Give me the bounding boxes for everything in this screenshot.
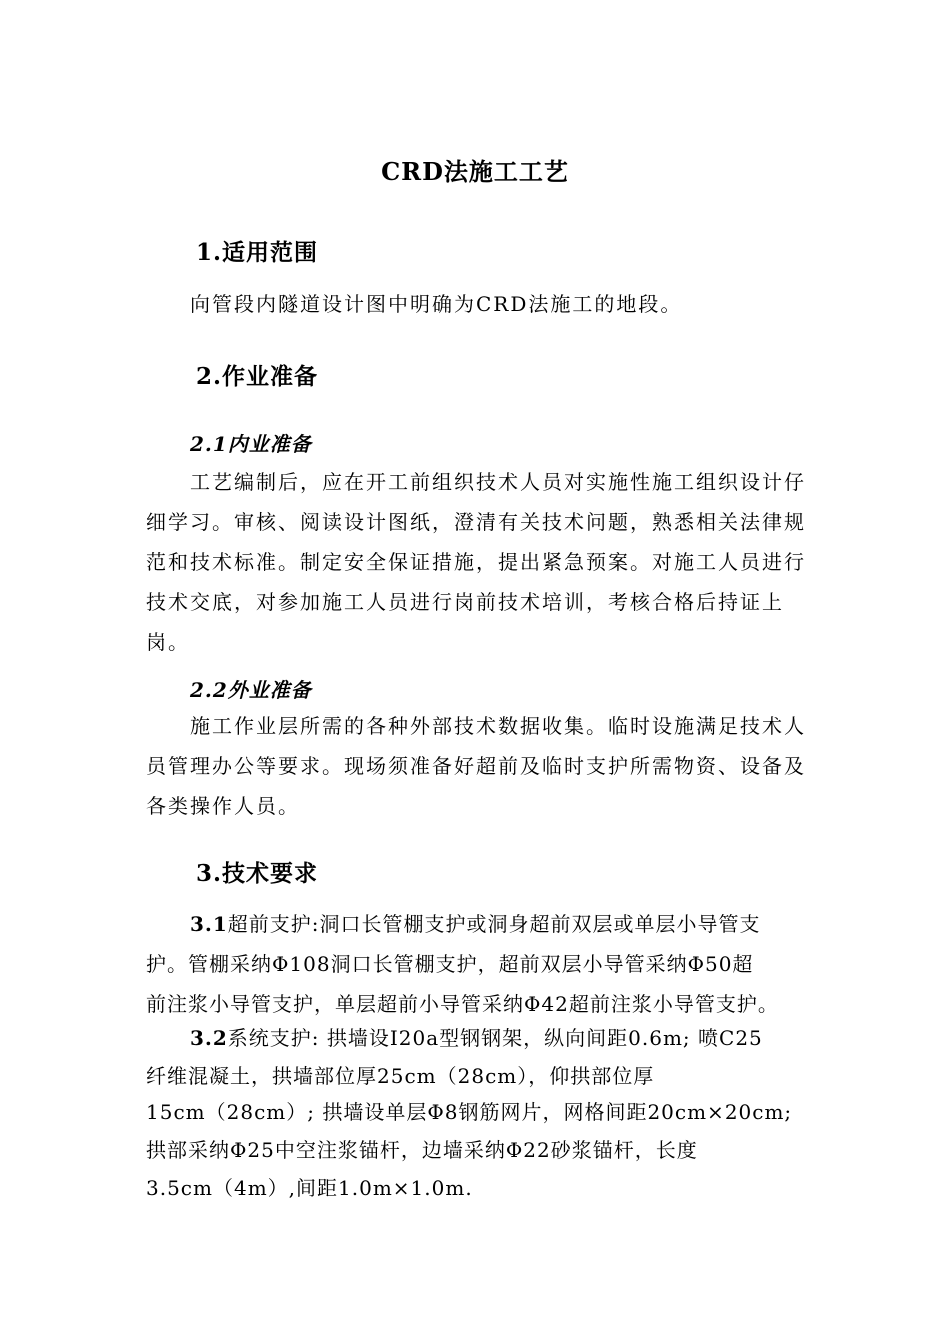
subsection-heading-external-prep: 2.2外业准备 <box>190 678 312 702</box>
system-support-line-1 <box>190 1018 763 1058</box>
system-support-line-4: 拱部采纳Φ25中空注浆锚杆，边墙采纳Φ22砂浆锚杆，长度 <box>146 1138 698 1162</box>
advance-support-line-1 <box>190 904 761 944</box>
section-heading-preparation: 2.作业准备 <box>196 363 319 390</box>
internal-prep-paragraph: 工艺编制后，应在开工前组织技术人员对实施性施工组织设计仔细学习。审核、阅读设计图纸，澄清有关技术问题，熟悉相关法律规范和技术标准。制定安全保证措施，提出紧急预案。对施工人员进行技术交底，对参加施工人员进行岗前技术培训，考核合格后持证上岗。 <box>146 470 806 654</box>
document-title: CRD法施工工艺 <box>381 157 569 186</box>
external-prep-paragraph: 施工作业层所需的各种外部技术数据收集。临时设施满足技术人员管理办公等要求。现场须准备好超前及临时支护所需物资、设备及各类操作人员。 <box>146 714 806 818</box>
section-heading-scope: 1.适用范围 <box>196 239 319 266</box>
system-support-text-1: 系统支护: 拱墙设I20a型钢钢架，纵向间距0.6m; 喷C25 <box>227 1026 763 1050</box>
advance-support-line-3: 前注浆小导管支护，单层超前小导管采纳Φ42超前注浆小导管支护。 <box>146 992 779 1016</box>
system-support-line-5: 3.5cm（4m）,间距1.0m×1.0m. <box>146 1176 473 1200</box>
advance-support-text-1: 超前支护:洞口长管棚支护或洞身超前双层或单层小导管支 <box>227 912 761 936</box>
item-number-3-2: 3.2 <box>190 1026 228 1050</box>
section-heading-technical-requirements: 3.技术要求 <box>196 860 319 887</box>
advance-support-line-2: 护。管棚采纳Φ108洞口长管棚支护，超前双层小导管采纳Φ50超 <box>146 952 754 976</box>
system-support-line-3: 15cm（28cm）; 拱墙设单层Φ8钢筋网片，网格间距20cm×20cm; <box>146 1100 793 1124</box>
scope-paragraph: 向管段内隧道设计图中明确为CRD法施工的地段。 <box>190 292 683 316</box>
system-support-line-2: 纤维混凝土，拱墙部位厚25cm（28cm），仰拱部位厚 <box>146 1064 655 1088</box>
item-number-3-1: 3.1 <box>190 912 228 936</box>
subsection-heading-internal-prep: 2.1内业准备 <box>190 432 312 456</box>
